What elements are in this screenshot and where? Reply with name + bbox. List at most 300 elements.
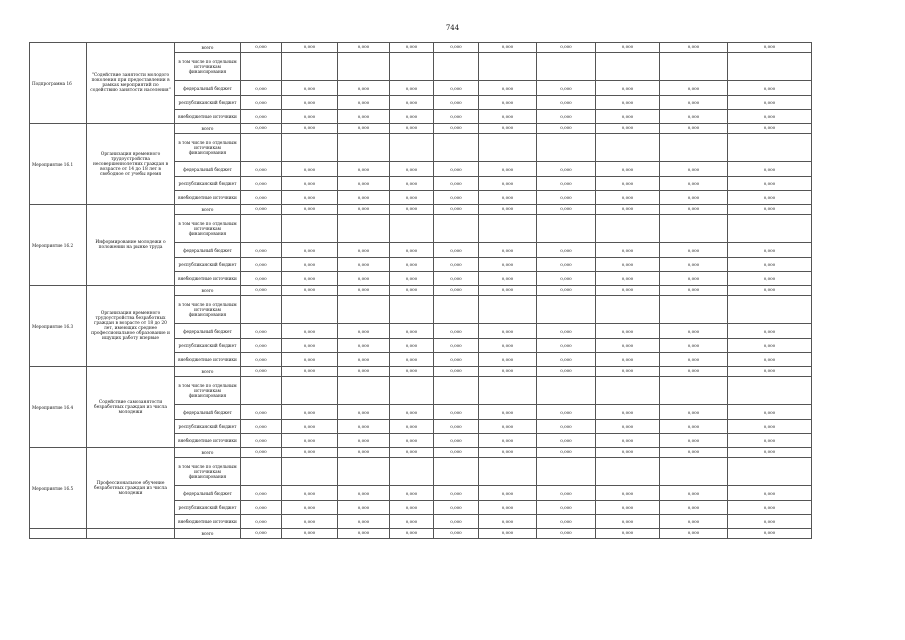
amount-cell: 0,000 — [390, 353, 434, 367]
amount-cell: 0,000 — [390, 258, 434, 272]
empty-cell — [338, 458, 390, 486]
amount-cell: 0,000 — [596, 162, 660, 177]
amount-cell: 0,000 — [479, 81, 537, 96]
amount-cell: 0,000 — [660, 81, 728, 96]
amount-cell: 0,000 — [390, 177, 434, 191]
amount-cell: 0,000 — [338, 272, 390, 286]
amount-cell: 0,000 — [338, 110, 390, 124]
amount-cell: 0,000 — [434, 515, 479, 529]
amount-cell: 0,000 — [282, 339, 338, 353]
amount-cell: 0,000 — [390, 81, 434, 96]
empty-cell — [30, 529, 87, 539]
section-name: Профессиональное обучение безработных граждан из числа молодежи — [87, 448, 175, 529]
section-code: Мероприятие 16.1 — [30, 124, 87, 205]
amount-cell: 0,000 — [537, 110, 596, 124]
empty-cell — [338, 296, 390, 324]
amount-cell: 0,000 — [728, 529, 812, 539]
amount-cell: 0,000 — [434, 43, 479, 53]
amount-cell: 0,000 — [596, 258, 660, 272]
empty-cell — [434, 53, 479, 81]
amount-cell: 0,000 — [660, 529, 728, 539]
amount-cell: 0,000 — [596, 124, 660, 134]
funding-source-label: внебюджетные источники — [175, 110, 241, 124]
empty-cell — [728, 377, 812, 405]
section-name: Организация временного трудоустройства несовершеннолетних граждан в возрасте от 14 до 18 лет в свободное от учебы время — [87, 124, 175, 205]
table-row — [30, 448, 812, 458]
amount-cell: 0,000 — [241, 434, 282, 448]
amount-cell: 0,000 — [660, 243, 728, 258]
amount-cell: 0,000 — [282, 515, 338, 529]
funding-source-label: федеральный бюджет — [175, 486, 241, 501]
amount-cell: 0,000 — [390, 191, 434, 205]
amount-cell: 0,000 — [282, 272, 338, 286]
amount-cell: 0,000 — [241, 324, 282, 339]
amount-cell: 0,000 — [390, 448, 434, 458]
amount-cell: 0,000 — [338, 191, 390, 205]
empty-cell — [390, 377, 434, 405]
amount-cell: 0,000 — [434, 405, 479, 420]
amount-cell: 0,000 — [479, 258, 537, 272]
amount-cell: 0,000 — [434, 243, 479, 258]
amount-cell: 0,000 — [728, 110, 812, 124]
amount-cell: 0,000 — [390, 272, 434, 286]
amount-cell: 0,000 — [728, 258, 812, 272]
amount-cell: 0,000 — [479, 529, 537, 539]
amount-cell: 0,000 — [660, 124, 728, 134]
amount-cell: 0,000 — [390, 420, 434, 434]
amount-cell: 0,000 — [660, 110, 728, 124]
amount-cell: 0,000 — [479, 448, 537, 458]
empty-cell — [338, 215, 390, 243]
amount-cell: 0,000 — [338, 177, 390, 191]
section-name: Организация временного трудоустройства безработных граждан в возрасте от 18 до 20 лет, имеющих среднее профессиональное образование и ищущих работу впервые — [87, 286, 175, 367]
amount-cell: 0,000 — [338, 286, 390, 296]
empty-cell — [282, 53, 338, 81]
amount-cell: 0,000 — [338, 324, 390, 339]
amount-cell: 0,000 — [282, 434, 338, 448]
amount-cell: 0,000 — [241, 110, 282, 124]
amount-cell: 0,000 — [728, 81, 812, 96]
amount-cell: 0,000 — [660, 501, 728, 515]
table-row — [30, 529, 812, 539]
amount-cell: 0,000 — [241, 205, 282, 215]
amount-cell: 0,000 — [241, 405, 282, 420]
amount-cell: 0,000 — [479, 367, 537, 377]
amount-cell: 0,000 — [241, 501, 282, 515]
amount-cell: 0,000 — [390, 162, 434, 177]
amount-cell: 0,000 — [660, 191, 728, 205]
amount-cell: 0,000 — [434, 162, 479, 177]
amount-cell: 0,000 — [479, 124, 537, 134]
amount-cell: 0,000 — [537, 529, 596, 539]
amount-cell: 0,000 — [479, 515, 537, 529]
table-row — [30, 124, 812, 134]
amount-cell: 0,000 — [728, 324, 812, 339]
empty-cell — [434, 296, 479, 324]
amount-cell: 0,000 — [537, 286, 596, 296]
empty-cell — [596, 296, 660, 324]
amount-cell: 0,000 — [434, 529, 479, 539]
funding-source-label: внебюджетные источники — [175, 272, 241, 286]
amount-cell: 0,000 — [728, 96, 812, 110]
empty-cell — [660, 377, 728, 405]
amount-cell: 0,000 — [241, 177, 282, 191]
amount-cell: 0,000 — [434, 420, 479, 434]
amount-cell: 0,000 — [241, 43, 282, 53]
section-code: Мероприятие 16.5 — [30, 448, 87, 529]
amount-cell: 0,000 — [728, 43, 812, 53]
budget-table — [29, 42, 812, 539]
amount-cell: 0,000 — [728, 405, 812, 420]
amount-cell: 0,000 — [660, 272, 728, 286]
empty-cell — [479, 134, 537, 162]
amount-cell: 0,000 — [241, 162, 282, 177]
empty-cell — [537, 296, 596, 324]
funding-source-label: всего — [175, 529, 241, 539]
empty-cell — [479, 296, 537, 324]
empty-cell — [434, 134, 479, 162]
empty-cell — [479, 53, 537, 81]
amount-cell: 0,000 — [479, 420, 537, 434]
amount-cell: 0,000 — [282, 367, 338, 377]
amount-cell: 0,000 — [434, 448, 479, 458]
amount-cell: 0,000 — [241, 191, 282, 205]
amount-cell: 0,000 — [241, 272, 282, 286]
amount-cell: 0,000 — [537, 339, 596, 353]
funding-source-label: в том числе по отдельным источникам финансирования — [175, 377, 241, 405]
amount-cell: 0,000 — [479, 96, 537, 110]
amount-cell: 0,000 — [537, 434, 596, 448]
amount-cell: 0,000 — [434, 486, 479, 501]
amount-cell: 0,000 — [338, 243, 390, 258]
empty-cell — [728, 215, 812, 243]
amount-cell: 0,000 — [728, 486, 812, 501]
empty-cell — [728, 134, 812, 162]
amount-cell: 0,000 — [282, 448, 338, 458]
amount-cell: 0,000 — [434, 353, 479, 367]
amount-cell: 0,000 — [479, 353, 537, 367]
amount-cell: 0,000 — [479, 162, 537, 177]
empty-cell — [282, 458, 338, 486]
funding-source-label: республиканский бюджет — [175, 339, 241, 353]
amount-cell: 0,000 — [338, 339, 390, 353]
amount-cell: 0,000 — [390, 96, 434, 110]
amount-cell: 0,000 — [537, 258, 596, 272]
amount-cell: 0,000 — [282, 258, 338, 272]
amount-cell: 0,000 — [537, 43, 596, 53]
empty-cell — [282, 296, 338, 324]
amount-cell: 0,000 — [338, 405, 390, 420]
amount-cell: 0,000 — [390, 43, 434, 53]
empty-cell — [282, 215, 338, 243]
funding-source-label: в том числе по отдельным источникам финансирования — [175, 53, 241, 81]
amount-cell: 0,000 — [596, 448, 660, 458]
table-row — [30, 205, 812, 215]
amount-cell: 0,000 — [728, 353, 812, 367]
amount-cell: 0,000 — [728, 339, 812, 353]
amount-cell: 0,000 — [660, 205, 728, 215]
amount-cell: 0,000 — [660, 286, 728, 296]
amount-cell: 0,000 — [434, 434, 479, 448]
amount-cell: 0,000 — [596, 96, 660, 110]
empty-cell — [338, 53, 390, 81]
amount-cell: 0,000 — [434, 367, 479, 377]
amount-cell: 0,000 — [660, 515, 728, 529]
amount-cell: 0,000 — [338, 434, 390, 448]
amount-cell: 0,000 — [596, 515, 660, 529]
empty-cell — [728, 53, 812, 81]
amount-cell: 0,000 — [434, 177, 479, 191]
amount-cell: 0,000 — [434, 191, 479, 205]
amount-cell: 0,000 — [434, 501, 479, 515]
empty-cell — [537, 134, 596, 162]
empty-cell — [282, 377, 338, 405]
amount-cell: 0,000 — [390, 286, 434, 296]
amount-cell: 0,000 — [537, 162, 596, 177]
empty-cell — [241, 53, 282, 81]
empty-cell — [338, 377, 390, 405]
funding-source-label: внебюджетные источники — [175, 353, 241, 367]
amount-cell: 0,000 — [282, 124, 338, 134]
amount-cell: 0,000 — [479, 339, 537, 353]
amount-cell: 0,000 — [390, 324, 434, 339]
empty-cell — [728, 458, 812, 486]
amount-cell: 0,000 — [338, 529, 390, 539]
amount-cell: 0,000 — [537, 205, 596, 215]
section-code: Мероприятие 16.2 — [30, 205, 87, 286]
amount-cell: 0,000 — [241, 486, 282, 501]
amount-cell: 0,000 — [660, 43, 728, 53]
amount-cell: 0,000 — [282, 43, 338, 53]
empty-cell — [434, 458, 479, 486]
amount-cell: 0,000 — [479, 272, 537, 286]
amount-cell: 0,000 — [596, 529, 660, 539]
amount-cell: 0,000 — [596, 286, 660, 296]
amount-cell: 0,000 — [596, 486, 660, 501]
amount-cell: 0,000 — [596, 43, 660, 53]
funding-source-label: всего — [175, 367, 241, 377]
amount-cell: 0,000 — [241, 96, 282, 110]
amount-cell: 0,000 — [390, 243, 434, 258]
amount-cell: 0,000 — [241, 515, 282, 529]
amount-cell: 0,000 — [660, 258, 728, 272]
funding-source-label: федеральный бюджет — [175, 324, 241, 339]
section-code: Мероприятие 16.3 — [30, 286, 87, 367]
amount-cell: 0,000 — [390, 110, 434, 124]
table-row — [30, 286, 812, 296]
amount-cell: 0,000 — [390, 515, 434, 529]
amount-cell: 0,000 — [241, 339, 282, 353]
amount-cell: 0,000 — [728, 272, 812, 286]
amount-cell: 0,000 — [434, 124, 479, 134]
amount-cell: 0,000 — [282, 529, 338, 539]
amount-cell: 0,000 — [479, 243, 537, 258]
amount-cell: 0,000 — [596, 501, 660, 515]
amount-cell: 0,000 — [660, 486, 728, 501]
amount-cell: 0,000 — [537, 324, 596, 339]
amount-cell: 0,000 — [479, 205, 537, 215]
amount-cell: 0,000 — [434, 81, 479, 96]
amount-cell: 0,000 — [434, 258, 479, 272]
funding-source-label: внебюджетные источники — [175, 515, 241, 529]
empty-cell — [660, 134, 728, 162]
amount-cell: 0,000 — [282, 81, 338, 96]
amount-cell: 0,000 — [728, 205, 812, 215]
funding-source-label: всего — [175, 205, 241, 215]
amount-cell: 0,000 — [537, 124, 596, 134]
amount-cell: 0,000 — [660, 339, 728, 353]
empty-cell — [537, 377, 596, 405]
amount-cell: 0,000 — [596, 353, 660, 367]
amount-cell: 0,000 — [660, 448, 728, 458]
amount-cell: 0,000 — [282, 486, 338, 501]
empty-cell — [660, 53, 728, 81]
empty-cell — [537, 53, 596, 81]
amount-cell: 0,000 — [338, 124, 390, 134]
amount-cell: 0,000 — [479, 324, 537, 339]
empty-cell — [390, 53, 434, 81]
amount-cell: 0,000 — [390, 529, 434, 539]
amount-cell: 0,000 — [596, 420, 660, 434]
amount-cell: 0,000 — [596, 191, 660, 205]
amount-cell: 0,000 — [241, 124, 282, 134]
amount-cell: 0,000 — [728, 191, 812, 205]
empty-cell — [596, 53, 660, 81]
amount-cell: 0,000 — [338, 258, 390, 272]
empty-cell — [282, 134, 338, 162]
empty-cell — [660, 296, 728, 324]
empty-cell — [660, 458, 728, 486]
amount-cell: 0,000 — [434, 110, 479, 124]
empty-cell — [390, 296, 434, 324]
amount-cell: 0,000 — [338, 420, 390, 434]
amount-cell: 0,000 — [479, 486, 537, 501]
section-name: Информирование молодежи о положении на рынке труда — [87, 205, 175, 286]
amount-cell: 0,000 — [390, 405, 434, 420]
amount-cell: 0,000 — [241, 367, 282, 377]
amount-cell: 0,000 — [434, 339, 479, 353]
amount-cell: 0,000 — [338, 367, 390, 377]
amount-cell: 0,000 — [434, 324, 479, 339]
amount-cell: 0,000 — [282, 205, 338, 215]
empty-cell — [660, 215, 728, 243]
amount-cell: 0,000 — [338, 448, 390, 458]
amount-cell: 0,000 — [241, 81, 282, 96]
section-name: "Содействие занятости молодого поколения при предоставлении в рамках мероприятий по содействию занятости населения" — [87, 43, 175, 124]
amount-cell: 0,000 — [479, 191, 537, 205]
amount-cell: 0,000 — [241, 286, 282, 296]
amount-cell: 0,000 — [537, 420, 596, 434]
amount-cell: 0,000 — [241, 420, 282, 434]
amount-cell: 0,000 — [390, 124, 434, 134]
amount-cell: 0,000 — [596, 339, 660, 353]
amount-cell: 0,000 — [390, 486, 434, 501]
empty-cell — [390, 458, 434, 486]
amount-cell: 0,000 — [537, 81, 596, 96]
empty-cell — [596, 458, 660, 486]
empty-cell — [537, 458, 596, 486]
amount-cell: 0,000 — [660, 420, 728, 434]
amount-cell: 0,000 — [479, 43, 537, 53]
empty-cell — [434, 377, 479, 405]
amount-cell: 0,000 — [282, 110, 338, 124]
amount-cell: 0,000 — [434, 205, 479, 215]
amount-cell: 0,000 — [338, 81, 390, 96]
amount-cell: 0,000 — [596, 177, 660, 191]
amount-cell: 0,000 — [537, 515, 596, 529]
amount-cell: 0,000 — [390, 339, 434, 353]
amount-cell: 0,000 — [282, 191, 338, 205]
amount-cell: 0,000 — [537, 191, 596, 205]
amount-cell: 0,000 — [596, 110, 660, 124]
amount-cell: 0,000 — [282, 286, 338, 296]
amount-cell: 0,000 — [728, 367, 812, 377]
amount-cell: 0,000 — [338, 96, 390, 110]
amount-cell: 0,000 — [479, 501, 537, 515]
amount-cell: 0,000 — [660, 96, 728, 110]
amount-cell: 0,000 — [479, 177, 537, 191]
funding-source-label: республиканский бюджет — [175, 177, 241, 191]
amount-cell: 0,000 — [241, 243, 282, 258]
amount-cell: 0,000 — [660, 324, 728, 339]
empty-cell — [241, 296, 282, 324]
section-code: Мероприятие 16.4 — [30, 367, 87, 448]
amount-cell: 0,000 — [241, 529, 282, 539]
empty-cell — [596, 215, 660, 243]
amount-cell: 0,000 — [434, 96, 479, 110]
amount-cell: 0,000 — [728, 501, 812, 515]
funding-source-label: в том числе по отдельным источникам финансирования — [175, 296, 241, 324]
section-name: Содействие самозанятости безработных граждан из числа молодежи — [87, 367, 175, 448]
amount-cell: 0,000 — [338, 353, 390, 367]
amount-cell: 0,000 — [479, 405, 537, 420]
amount-cell: 0,000 — [282, 162, 338, 177]
table-row — [30, 367, 812, 377]
amount-cell: 0,000 — [728, 162, 812, 177]
empty-cell — [728, 296, 812, 324]
funding-source-label: внебюджетные источники — [175, 434, 241, 448]
empty-cell — [241, 134, 282, 162]
amount-cell: 0,000 — [434, 286, 479, 296]
funding-source-label: федеральный бюджет — [175, 243, 241, 258]
empty-cell — [241, 458, 282, 486]
amount-cell: 0,000 — [338, 501, 390, 515]
amount-cell: 0,000 — [282, 324, 338, 339]
amount-cell: 0,000 — [660, 405, 728, 420]
amount-cell: 0,000 — [537, 243, 596, 258]
funding-source-label: федеральный бюджет — [175, 162, 241, 177]
table-row — [30, 43, 812, 53]
amount-cell: 0,000 — [596, 243, 660, 258]
amount-cell: 0,000 — [596, 272, 660, 286]
amount-cell: 0,000 — [390, 367, 434, 377]
section-code: Подпрограмма 16 — [30, 43, 87, 124]
amount-cell: 0,000 — [479, 286, 537, 296]
funding-source-label: республиканский бюджет — [175, 420, 241, 434]
empty-cell — [241, 215, 282, 243]
funding-source-label: в том числе по отдельным источникам финансирования — [175, 215, 241, 243]
empty-cell — [596, 134, 660, 162]
amount-cell: 0,000 — [390, 434, 434, 448]
amount-cell: 0,000 — [282, 501, 338, 515]
amount-cell: 0,000 — [728, 420, 812, 434]
amount-cell: 0,000 — [660, 353, 728, 367]
amount-cell: 0,000 — [434, 272, 479, 286]
amount-cell: 0,000 — [537, 177, 596, 191]
amount-cell: 0,000 — [479, 434, 537, 448]
amount-cell: 0,000 — [282, 243, 338, 258]
amount-cell: 0,000 — [282, 405, 338, 420]
